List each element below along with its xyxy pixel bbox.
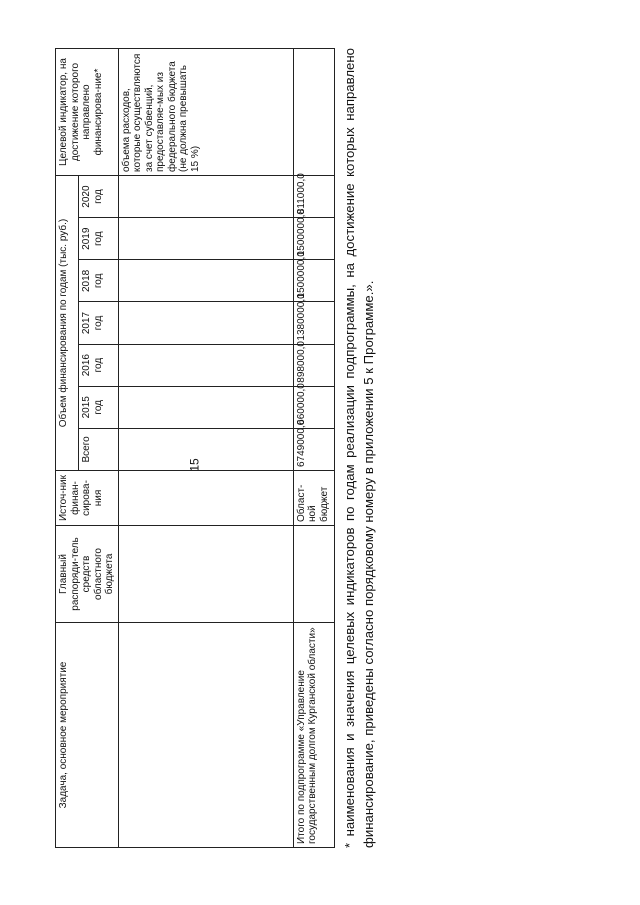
cell-2020	[118, 176, 293, 218]
header-2018: 2018 год	[79, 260, 118, 302]
total-administrator	[293, 526, 334, 623]
header-source: Источ-ник финан-сирова-ния	[56, 471, 119, 526]
total-2018: 1500000,0	[293, 260, 334, 302]
cell-task	[118, 623, 293, 848]
total-task: Итого по подпрограмме «Управление государственным долгом Курганской области»	[293, 623, 334, 848]
header-2019: 2019 год	[79, 218, 118, 260]
header-2016: 2016 год	[79, 344, 118, 386]
financing-table	[55, 48, 335, 848]
total-2015: 660000,0	[293, 386, 334, 428]
table-header-row-1	[56, 49, 79, 848]
header-2015: 2015 год	[79, 386, 118, 428]
header-2020: 2020 год	[79, 176, 118, 218]
header-financing-group: Объем финансирования по годам (тыс. руб.)	[56, 176, 79, 471]
header-task: Задача, основное мероприятие	[56, 623, 119, 848]
table-row-content	[118, 49, 293, 848]
cell-2019	[118, 218, 293, 260]
cell-2018	[118, 260, 293, 302]
rotated-page-content	[55, 48, 435, 848]
page-number: 15	[187, 458, 202, 472]
footnote-text: * наименования и значения целевых индикаторов по годам реализации подпрограммы, на достижение которых направлено финансирование, приведены согласно порядковому номеру в приложении 5 к Программе.».	[342, 48, 376, 848]
total-sum: 6749000,0	[293, 428, 334, 470]
total-target	[293, 49, 334, 176]
table-row-total	[293, 49, 334, 848]
total-2019: 1500000,0	[293, 218, 334, 260]
cell-total	[118, 428, 293, 470]
total-2016: 898000,0	[293, 344, 334, 386]
header-2017: 2017 год	[79, 302, 118, 344]
cell-2017	[118, 302, 293, 344]
cell-2015	[118, 386, 293, 428]
total-2020: 811000,0	[293, 176, 334, 218]
cell-source	[118, 471, 293, 526]
cell-administrator	[118, 526, 293, 623]
footnote	[340, 48, 378, 848]
total-2017: 1380000,0	[293, 302, 334, 344]
cell-2016	[118, 344, 293, 386]
cell-target: объема расходов, которые осуществляются за счет субвенций, предоставляе-мых из федерального бюджета (не должна превышать 15 %)	[118, 49, 293, 176]
total-source: Област-ной бюджет	[293, 471, 334, 526]
header-target: Целевой индикатор, на достижение которого направлено финансирова-ние*	[56, 49, 119, 176]
header-total: Всего	[79, 428, 118, 470]
header-administrator: Главный распоряди-тель средств областного бюджета	[56, 526, 119, 623]
